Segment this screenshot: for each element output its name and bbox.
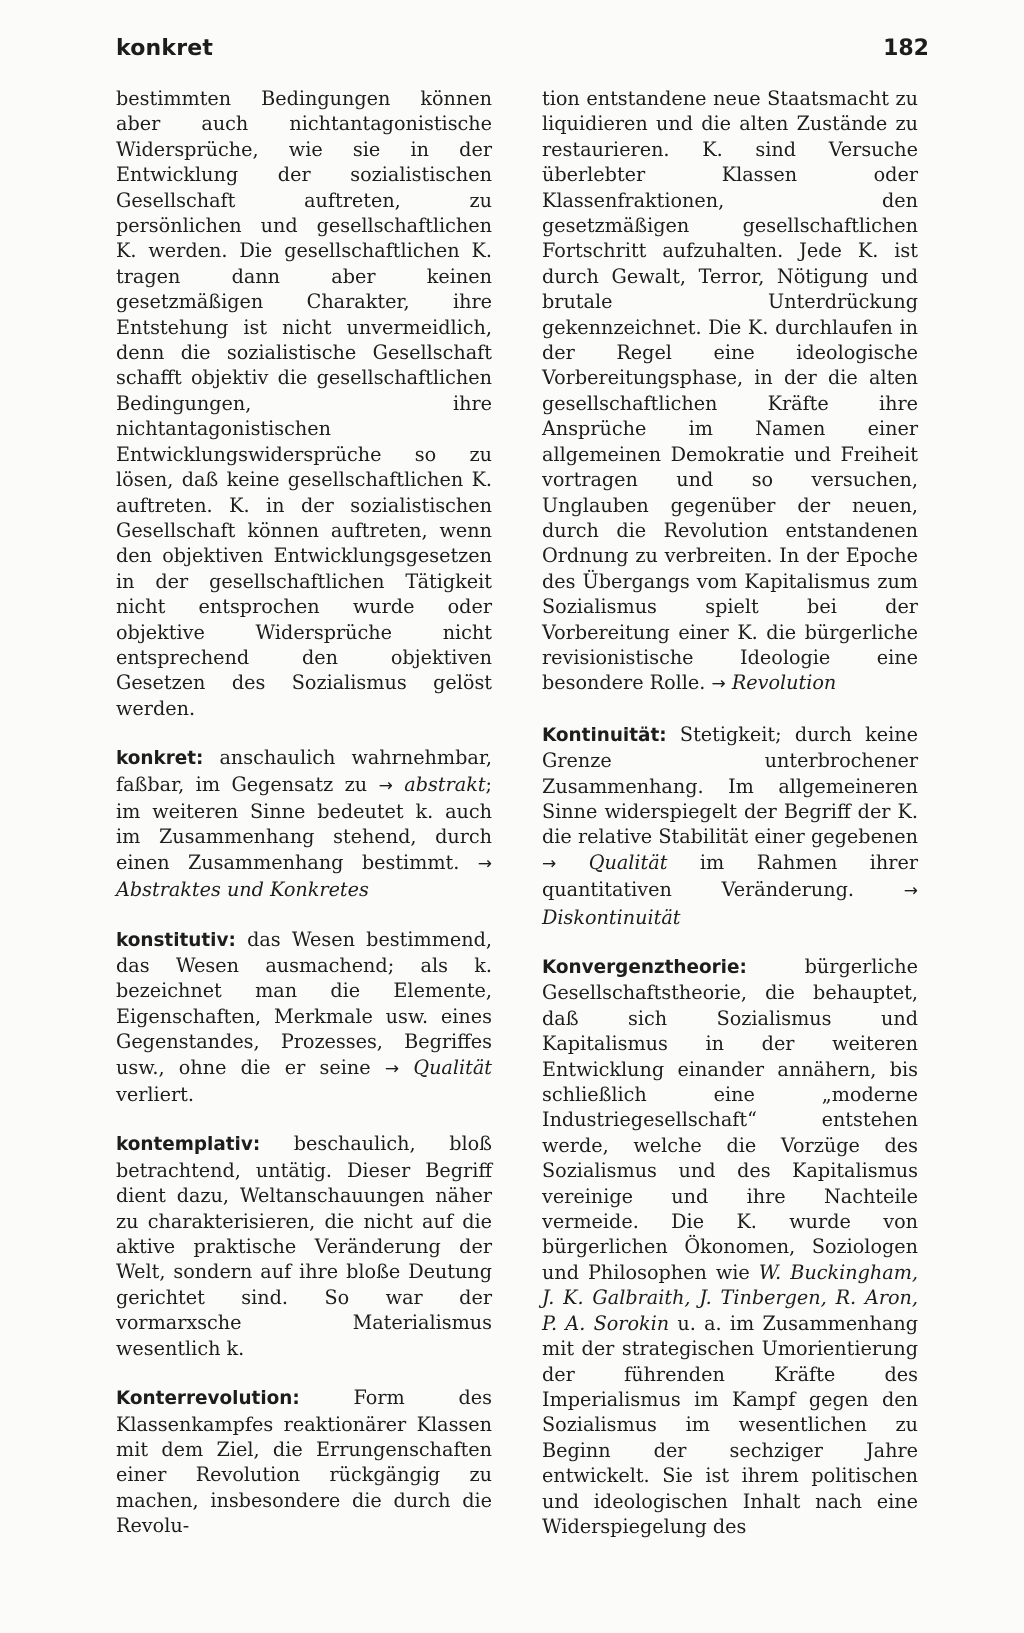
entry-term: konstitutiv: xyxy=(116,929,236,951)
left-column xyxy=(116,86,492,1539)
right-column xyxy=(542,86,918,1539)
entry-text: anschaulich wahrnehmbar, faßbar, im Gegensatz zu xyxy=(116,746,492,796)
cross-reference-link[interactable]: Diskontinuität xyxy=(542,905,681,929)
entry-term: konkret: xyxy=(116,748,204,770)
entry-konvergenztheorie xyxy=(542,954,918,1539)
entry-term: kontemplativ: xyxy=(116,1134,261,1156)
entry-text: tion entstandene neue Staatsmacht zu liquidieren und die alten Zustände zu restaurieren. K. sind Versuche überlebter Klassen oder Klassenfraktionen, den gesetzmäßigen gesellschaftlichen Fortschritt aufzuhalten. Jede K. ist durch Gewalt, Terror, Nötigung und brutale Unterdrückung gekennzeichnet. Die K. durchlaufen in der Regel eine ideologische Vorbereitungsphase, in der die alten gesellschaftlichen Kräfte ihre Ansprüche im Namen einer allgemeinen Demokratie und Freiheit vortragen und so versuchen, Unglauben gegenüber der neuen, durch die Revolution entstandenen Ordnung zu verbreiten. In der Epoche des Übergangs vom Kapitalismus zum Sozialismus spielt bei der Vorbereitung einer K. die bürgerliche revisionistische Ideologie eine besondere Rolle. xyxy=(542,87,918,695)
entry-continuation xyxy=(116,86,492,721)
entry-text: Stetigkeit; durch keine Grenze unterbrochener Zusammenhang. Im allgemeineren Sinne widerspiegelt der Begriff der K. die relative Stabilität einer gegebenen xyxy=(542,722,918,849)
page-header xyxy=(116,36,929,76)
entry-text: Form des Klassenkampfes reaktionärer Klassen mit dem Ziel, die Errungenschaften einer Revolution rückgängig zu machen, insbesondere die durch die Revolu- xyxy=(116,1386,492,1538)
person-names: W. Buckingham, J. K. Galbraith, J. Tinbergen, R. Aron, P. A. Sorokin xyxy=(542,1260,918,1335)
page-number: 182 xyxy=(883,36,929,61)
entry-konterrevolution xyxy=(116,1385,492,1538)
entry-text: im Rahmen ihrer quantitativen Veränderung. xyxy=(542,850,918,902)
entry-term: Konterrevolution: xyxy=(116,1388,300,1410)
cross-reference-link[interactable]: Qualität xyxy=(399,1055,492,1079)
cross-reference-link[interactable]: abstrakt xyxy=(392,772,486,796)
cross-reference-arrow-icon: → xyxy=(378,775,393,796)
entry-kontinuitaet xyxy=(542,722,918,930)
entry-text: beschaulich, bloß betrachtend, untätig. Dieser Begriff dient dazu, Weltanschauungen näher zu charakterisieren, die nicht auf die aktive praktische Veränderung der Welt, sondern auf ihre bloße Deutung gerichtet sind. So war der vormarxsche Materialismus wesentlich k. xyxy=(116,1132,492,1360)
entry-text: das Wesen bestimmend, das Wesen ausmachend; als k. bezeichnet man die Elemente, Eigenschaften, Merkmale usw. eines Gegenstandes, Prozesses, Begriffes usw., ohne die er seine xyxy=(116,927,492,1079)
entry-kontemplativ xyxy=(116,1131,492,1361)
cross-reference-link[interactable]: Abstraktes und Konkretes xyxy=(116,878,369,902)
cross-reference-arrow-icon: → xyxy=(384,1058,400,1079)
entry-text: ; im weiteren Sinne bedeutet k. auch im Zusammenhang stehend, durch einen Zusammenhang bestimmt. xyxy=(116,772,492,874)
entry-text: bürgerliche Gesellschaftstheorie, die behauptet, daß sich Sozialismus und Kapitalismus in der weiteren Entwicklung einander annähern, bis schließlich eine „moderne Industriegesellschaft“ entstehen werde, welche die Vorzüge des Sozialismus und des Kapitalismus vereinige und ihre Nachteile vermeide. Die K. wurde von bürgerlichen Ökonomen, Soziologen und Philosophen wie xyxy=(542,955,918,1284)
entry-text: u. a. im Zusammenhang mit der strategischen Umorientierung der führenden Kräfte des Imperialismus im Kampf gegen den Sozialismus im wesentlichen zu Beginn der sechziger Jahre entwickelt. Sie ist ihrem politischen und ideologischen Inhalt nach eine Widerspiegelung des xyxy=(542,1311,918,1538)
entry-term: Konvergenztheorie: xyxy=(542,957,747,978)
entry-konterrevolution-continued xyxy=(542,86,918,698)
continuation-text: bestimmten Bedingungen können aber auch nichtantagonistische Widersprüche, wie sie in der Entwicklung der sozialistischen Gesellschaft auftreten, zu persönlichen und gesellschaftlichen K. werden. Die gesellschaftlichen K. tragen dann aber keinen gesetzmäßigen Charakter, ihre Entstehung ist nicht unvermeidlich, denn die sozialistische Gesellschaft schafft objektiv die gesellschaftlichen Bedingungen, ihre nichtantagonistischen Entwicklungswidersprüche so zu lösen, daß keine gesellschaftlichen K. auftreten. K. in der sozialistischen Gesellschaft können auftreten, wenn den objektiven Entwicklungsgesetzen in der gesellschaftlichen Tätigkeit nicht entsprochen wurde oder objektive Widersprüche nicht entsprechend den objektiven Gesetzen des Sozialismus gelöst werden. xyxy=(116,87,492,720)
entry-konkret xyxy=(116,745,492,902)
running-head: konkret xyxy=(116,36,214,61)
cross-reference-arrow-icon: → xyxy=(542,853,557,874)
entry-term: Kontinuität: xyxy=(542,724,667,746)
cross-reference-link[interactable]: Revolution xyxy=(725,671,837,695)
cross-reference-arrow-icon: → xyxy=(711,674,726,695)
entry-text: verliert. xyxy=(116,1083,194,1107)
cross-reference-link[interactable]: Qualität xyxy=(556,850,668,874)
entry-konstitutiv xyxy=(116,927,492,1108)
cross-reference-arrow-icon: → xyxy=(903,881,918,902)
cross-reference-arrow-icon: → xyxy=(477,853,492,874)
